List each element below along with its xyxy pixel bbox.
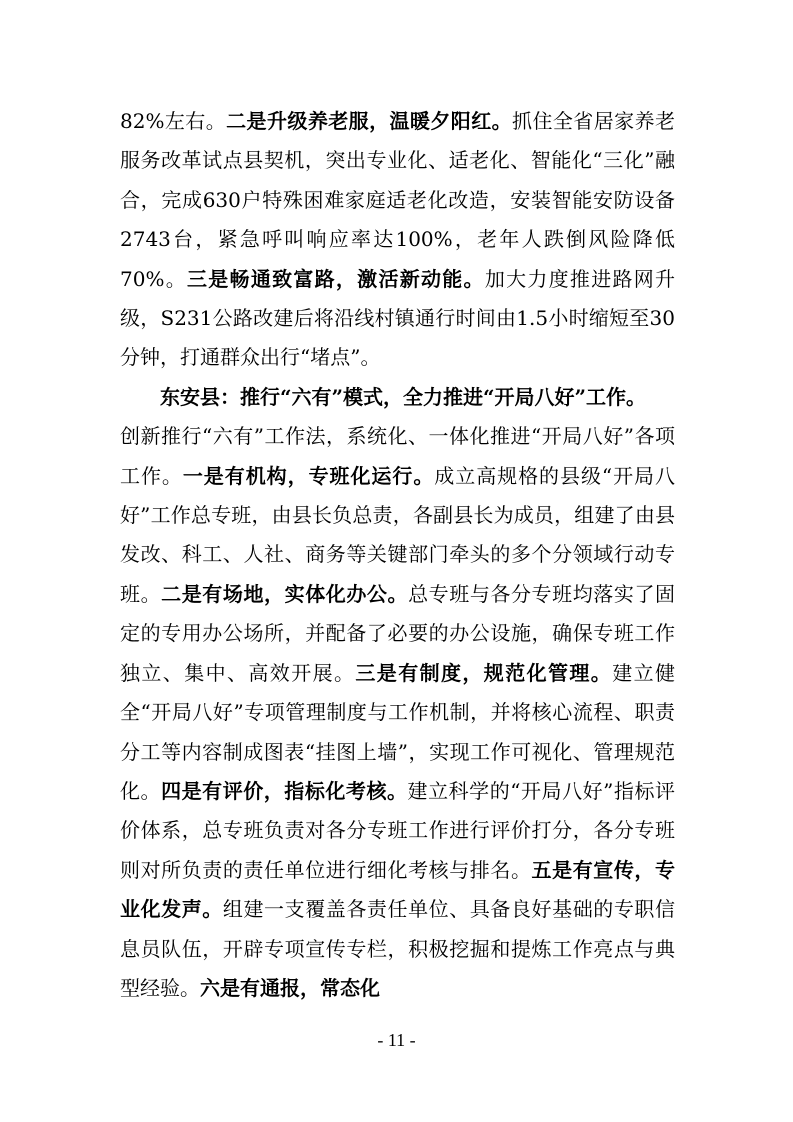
bold-heading-run: 三是畅通致富路，激活新动能。 [187, 266, 485, 291]
text-run: 组建一支覆盖各责任单位、具备良好基础的专职信息员队伍，开辟专项宣传专栏，积极挖掘和提炼工作亮点与典型经验。 [120, 897, 676, 1000]
bold-heading-run: 六是有通报，常态化 [200, 975, 380, 1000]
text-run: 建立健全“开局八好”专项管理制度与工作机制，并将核心流程、职责分工等内容制成图表“挂图上墙”，实现工作可视化、管理规范化。 [120, 660, 676, 803]
text-run: 82%左右。 [120, 109, 227, 133]
bold-heading-run: 四是有评价，指标化考核。 [161, 778, 408, 803]
section-heading [120, 378, 675, 417]
bold-heading-run: 二是有场地，实体化办公。 [161, 581, 409, 606]
text-run: 加大力度推进路网升级，S231公路改建后将沿线村镇通行时间由1.5小时缩短至30分钟，打通群众出行“堵点”。 [120, 266, 676, 370]
bold-heading-run: 三是有制度，规范化管理。 [355, 660, 613, 685]
paragraph-continued [120, 102, 675, 378]
text-run: 总专班与各分专班均落实了固定的专用办公场所，并配备了必要的办公设施，确保专班工作独立、集中、高效开展。 [120, 581, 676, 685]
bold-heading-run: 五是有宣传，专业化发声。 [120, 857, 676, 922]
text-run: 成立高规格的县级“开局八好”工作总专班，由县长负总责，各副县长为成员，组建了由县发改、科工、人社、商务等关键部门牵头的多个分领域行动专班。 [120, 463, 675, 606]
body-text [120, 102, 675, 1008]
bold-heading-run: 一是有机构，专班化运行。 [182, 463, 435, 488]
text-run: 创新推行“六有”工作法，系统化、一体化推进“开局八好”各项工作。 [120, 424, 675, 488]
text-run: 建立科学的“开局八好”指标评价体系，总专班负责对各分专班工作进行评价打分，各分专班则对所负责的责任单位进行细化考核与排名。 [120, 778, 675, 882]
bold-heading-run: 二是升级养老服，温暖夕阳红。 [226, 109, 513, 133]
text-run: 抓住全省居家养老服务改革试点县契机，突出专业化、适老化、智能化“三化”融合，完成630户特殊困难家庭适老化改造，安装智能安防设备2743台，紧急呼叫响应率达100%，老年人跌倒风险降低70%。 [120, 109, 675, 291]
county-heading: 东安县：推行“六有”模式，全力推进“开局八好”工作。 [160, 384, 647, 409]
page-number: - 11 - [377, 1030, 416, 1050]
paragraph-body [120, 417, 675, 1008]
